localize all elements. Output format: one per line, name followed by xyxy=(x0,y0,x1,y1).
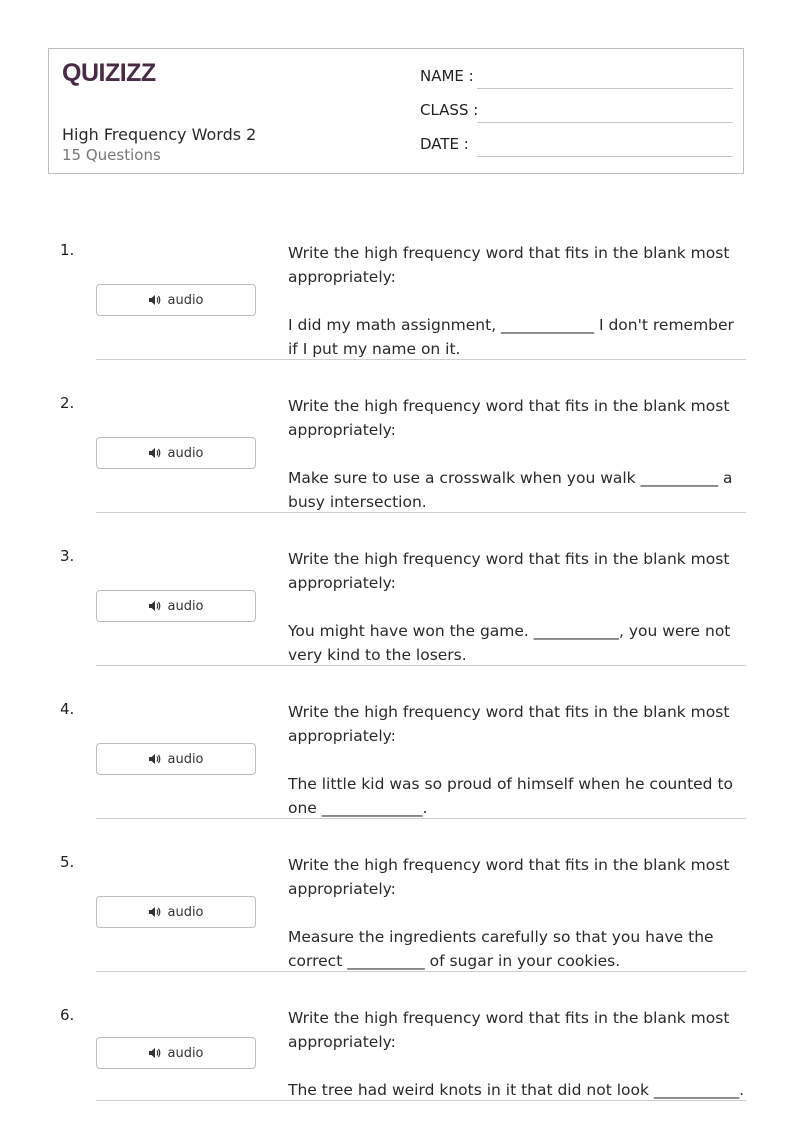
question-sentence: The little kid was so proud of himself when he counted to one _____________. xyxy=(288,775,734,817)
question-divider xyxy=(96,818,746,819)
question-sentence: You might have won the game. ___________, you were not very kind to the losers. xyxy=(288,622,731,664)
worksheet-title: High Frequency Words 2 xyxy=(62,125,257,144)
date-field xyxy=(420,135,733,157)
question-item xyxy=(48,853,746,972)
question-number: 6. xyxy=(60,1006,75,1024)
question-number: 2. xyxy=(60,394,75,412)
question-text xyxy=(288,241,746,361)
speaker-icon xyxy=(148,906,161,918)
question-text xyxy=(288,1006,746,1102)
audio-label: audio xyxy=(167,751,204,767)
question-number: 3. xyxy=(60,547,75,565)
question-prompt: Write the high frequency word that fits in the blank most appropriately: xyxy=(288,703,730,745)
speaker-icon xyxy=(148,753,161,765)
audio-label: audio xyxy=(167,445,204,461)
speaker-icon xyxy=(148,294,161,306)
question-divider xyxy=(96,512,746,513)
question-prompt: Write the high frequency word that fits in the blank most appropriately: xyxy=(288,244,730,286)
question-divider xyxy=(96,971,746,972)
question-item xyxy=(48,394,746,513)
question-prompt: Write the high frequency word that fits in the blank most appropriately: xyxy=(288,856,730,898)
speaker-icon xyxy=(148,447,161,459)
question-sentence: The tree had weird knots in it that did not look ___________. xyxy=(288,1081,745,1099)
question-item xyxy=(48,547,746,666)
name-line[interactable] xyxy=(477,88,733,89)
audio-label: audio xyxy=(167,1045,204,1061)
question-divider xyxy=(96,359,746,360)
class-label: CLASS : xyxy=(420,101,479,119)
audio-button[interactable] xyxy=(96,896,256,928)
date-line[interactable] xyxy=(477,156,733,157)
audio-button[interactable] xyxy=(96,437,256,469)
name-label: NAME : xyxy=(420,67,474,85)
audio-button[interactable] xyxy=(96,590,256,622)
question-prompt: Write the high frequency word that fits in the blank most appropriately: xyxy=(288,1009,730,1051)
quizizz-logo: QUIZIZZ xyxy=(62,59,156,87)
audio-button[interactable] xyxy=(96,743,256,775)
audio-button[interactable] xyxy=(96,284,256,316)
question-sentence: Measure the ingredients carefully so that you have the correct __________ of sugar in your cookies. xyxy=(288,928,714,970)
speaker-icon xyxy=(148,600,161,612)
audio-label: audio xyxy=(167,598,204,614)
audio-button[interactable] xyxy=(96,1037,256,1069)
speaker-icon xyxy=(148,1047,161,1059)
name-field xyxy=(420,67,733,89)
question-text xyxy=(288,700,746,820)
question-text xyxy=(288,853,746,973)
question-prompt: Write the high frequency word that fits in the blank most appropriately: xyxy=(288,550,730,592)
class-field xyxy=(420,101,733,123)
question-number: 4. xyxy=(60,700,75,718)
question-text xyxy=(288,394,746,514)
question-sentence: I did my math assignment, ____________ I don't remember if I put my name on it. xyxy=(288,316,734,358)
question-item xyxy=(48,700,746,819)
question-sentence: Make sure to use a crosswalk when you walk __________ a busy intersection. xyxy=(288,469,733,511)
question-item xyxy=(48,1006,746,1101)
question-divider xyxy=(96,665,746,666)
question-item xyxy=(48,241,746,360)
audio-label: audio xyxy=(167,904,204,920)
question-count: 15 Questions xyxy=(62,146,161,164)
date-label: DATE : xyxy=(420,135,469,153)
worksheet-header xyxy=(48,48,744,174)
audio-label: audio xyxy=(167,292,204,308)
question-number: 1. xyxy=(60,241,75,259)
question-divider xyxy=(96,1100,746,1101)
question-text xyxy=(288,547,746,667)
class-line[interactable] xyxy=(477,122,733,123)
question-number: 5. xyxy=(60,853,75,871)
question-prompt: Write the high frequency word that fits in the blank most appropriately: xyxy=(288,397,730,439)
